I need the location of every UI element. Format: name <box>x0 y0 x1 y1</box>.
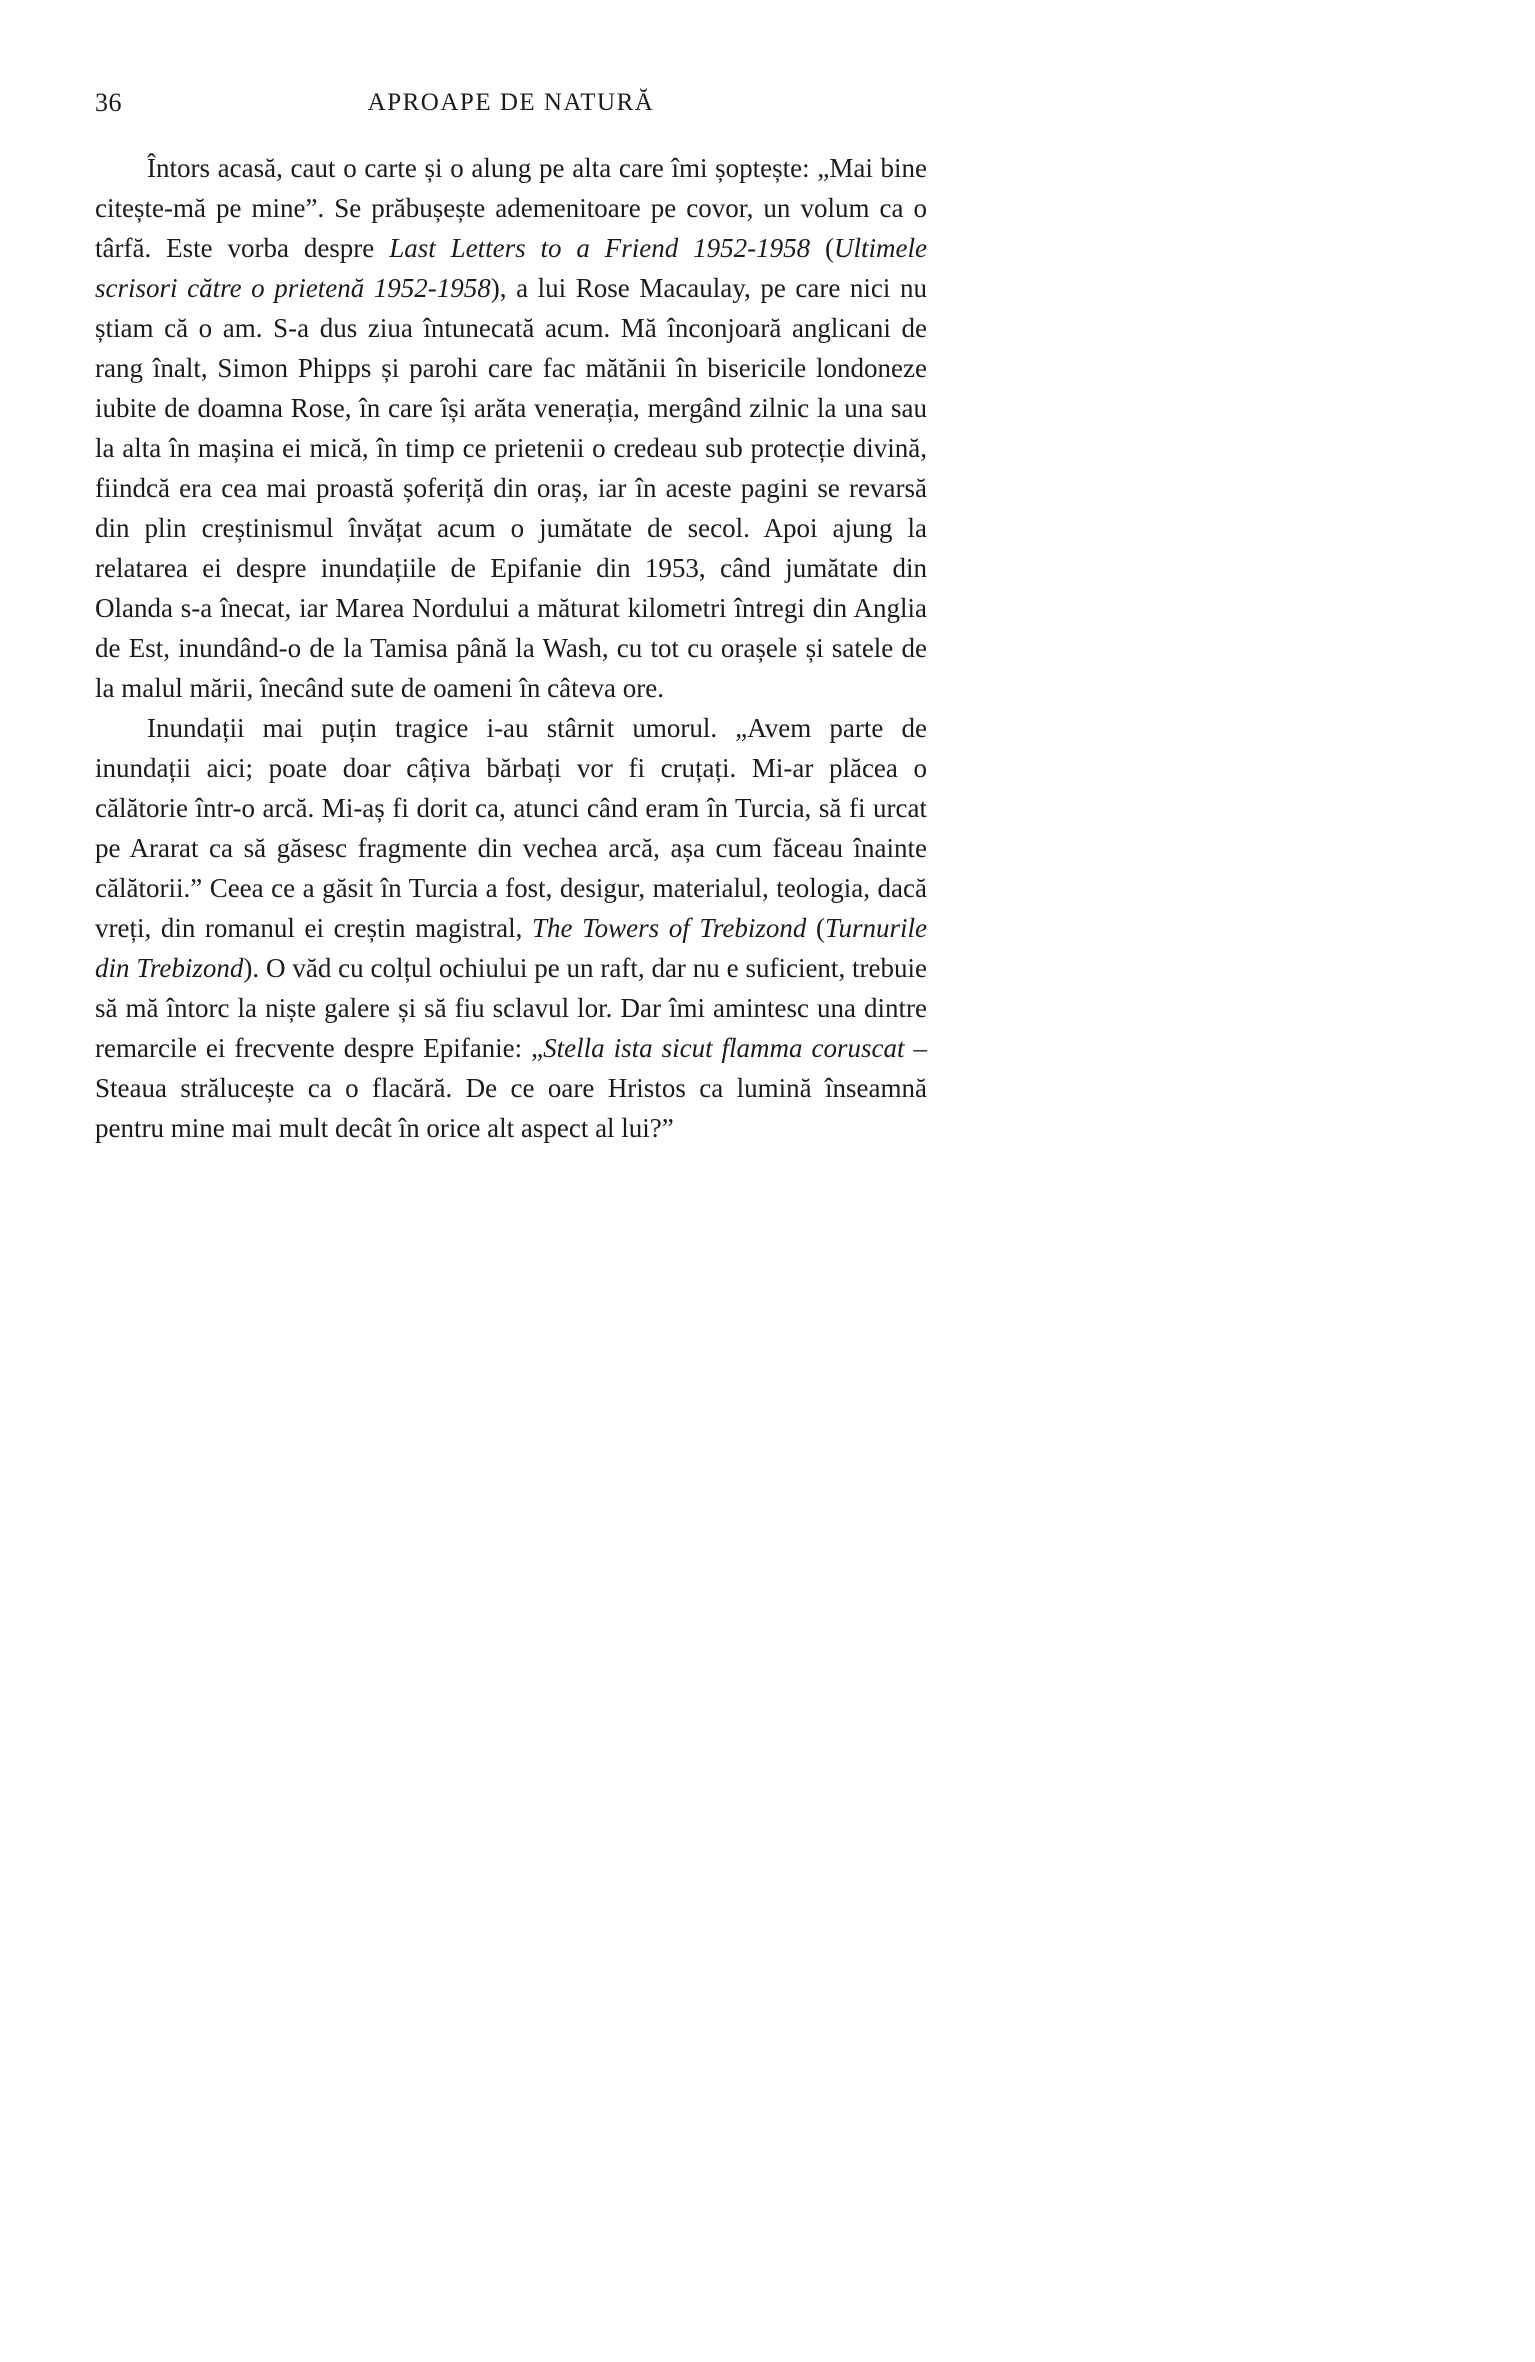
text-block <box>95 148 927 1148</box>
running-title: APROAPE DE NATURĂ <box>367 89 655 116</box>
italic-text-run: Last Letters to a Friend 1952-1958 <box>389 233 811 263</box>
italic-text-run: Stella ista sicut flamma coruscat <box>543 1033 905 1063</box>
text-run: – Steaua strălucește ca o flacără. De ce oare Hristos ca lumină înseamnă pentru mine mai mult decât în orice alt aspect al lui?” <box>95 1033 927 1143</box>
text-run: ), a lui Rose Macaulay, pe care nici nu știam că o am. S-a dus ziua întunecată acum. Mă înconjoară anglicani de rang înalt, Simon Phipps și parohi care fac mătănii în bisericile londoneze iubite de doamna Rose, în care își arăta venerația, mergând zilnic la una sau la alta în mașina ei mică, în timp ce prietenii o credeau sub protecție divină, fiindcă era cea mai proastă șoferiță din oraș, iar în aceste pagini se revarsă din plin creștinismul învățat acum o jumătate de secol. Apoi ajung la relatarea ei despre inundațiile de Epifanie din 1953, când jumătate din Olanda s-a înecat, iar Marea Nordului a măturat kilometri întregi din Anglia de Est, inundând-o de la Tamisa până la Wash, cu tot cu orașele și satele de la malul mării, înecând sute de oameni în câteva ore. <box>95 273 927 703</box>
text-run: Întors acasă, caut o carte și o alung pe alta care îmi șoptește: „Mai bine citește-mă pe mine”. Se prăbușește ademenitoare pe covor, un volum ca o târfă. Este vorba despre <box>95 153 927 263</box>
text-run: ( <box>806 913 825 943</box>
page-header <box>95 88 927 122</box>
italic-text-run: The Towers of Trebizond <box>531 913 807 943</box>
text-run: ( <box>810 233 835 263</box>
text-run: Inundații mai puțin tragice i-au stârnit umorul. „Avem parte de inundații aici; poate doar câțiva bărbați vor fi cruțați. Mi-ar plăcea o călătorie într-o arcă. Mi-aș fi dorit ca, atunci când eram în Turcia, să fi urcat pe Ararat ca să găsesc fragmente din vechea arcă, așa cum făceau înainte călătorii.” Ceea ce a găsit în Turcia a fost, desigur, materialul, teologia, dacă vreți, din romanul ei creștin magistral, <box>95 713 927 943</box>
text-run: ). O văd cu colțul ochiului pe un raft, dar nu e suficient, trebuie să mă întorc la niște galere și să fiu sclavul lor. Dar îmi amintesc una dintre remarcile ei frecvente despre Epifanie: „ <box>95 953 928 1063</box>
paragraph <box>95 148 927 708</box>
italic-text-run: Ultimele scrisori către o prietenă 1952-1958 <box>95 233 927 303</box>
italic-text-run: Turnurile din Trebizond <box>95 913 927 983</box>
paragraph <box>95 708 927 1148</box>
page-number: 36 <box>95 88 122 117</box>
